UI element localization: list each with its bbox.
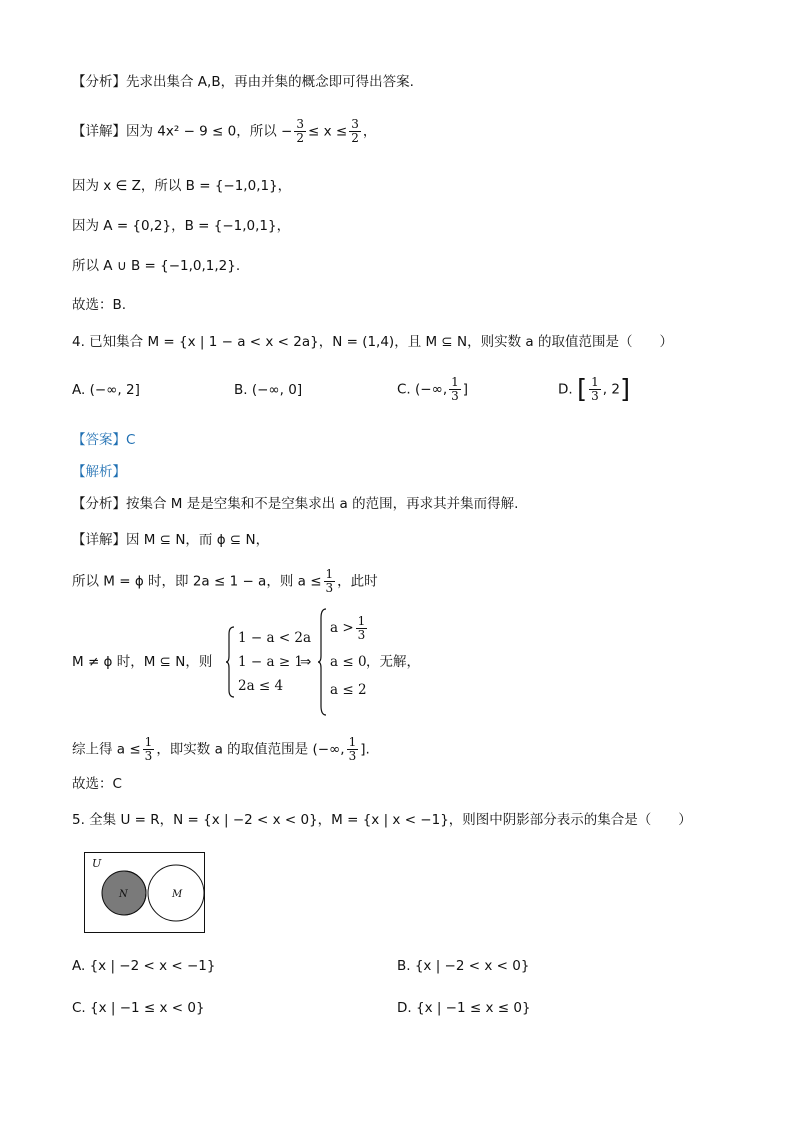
brace-icon [226,626,236,698]
q4-stem: 4. 已知集合 M = {x | 1 − a < x < 2a}，N = (1,4)，且 M ⊆ N，则实数 a 的取值范围是（ ） [72,334,673,350]
sys2-row: a ≤ 2 [330,682,367,698]
fraction-three-halves: $\frac{3}{2}$ [351,117,359,145]
fraction-one-third: $\frac{1}{3}$ [451,375,459,403]
sys2-row: a > $\frac{1}{3}$ [330,614,366,642]
q5-option-d: D. {x | −1 ≤ x ≤ 0} [397,1000,531,1016]
q4-summary: 综上得 a ≤ $\frac{1}{3}$ ，即实数 a 的取值范围是 (−∞, $\frac{1}{3}$ ]. [72,735,370,763]
q4-detail-3-tail: ，无解， [366,654,420,670]
q4-detail-1: 【详解】因 M ⊆ N，而 ϕ ⊆ N， [72,532,270,548]
q3-detail-3: 因为 A = {0,2}，B = {−1,0,1}， [72,218,291,234]
implies-arrow: ⇒ [300,654,312,670]
q4-analysis: 【分析】按集合 M 是是空集和不是空集求出 a 的范围，再求其并集而得解. [72,496,519,512]
q5-option-b: B. {x | −2 < x < 0} [397,958,530,974]
fraction-one-third: $\frac{1}{3}$ [591,375,599,403]
sys1-row: 1 − a ≥ 1 [238,654,304,670]
venn-label-m: M [172,889,183,900]
q5-stem: 5. 全集 U = R，N = {x | −2 < x < 0}，M = {x | x < −1}，则图中阴影部分表示的集合是（ ） [72,812,692,828]
q4-answer: 【答案】C [72,432,136,448]
venn-label-u: U [92,857,102,870]
q3-choice: 故选：B. [72,297,127,313]
q4-choice: 故选：C [72,776,122,792]
q4-detail-3-lead: M ≠ ϕ 时，M ⊆ N，则 [72,654,213,670]
q4-option-a: A. (−∞, 2] [72,382,140,398]
q4-option-d: D. [ $\frac{1}{3}$ , 2] [558,374,631,405]
venn-diagram [84,852,206,934]
fraction-one-third: $\frac{1}{3}$ [325,567,334,595]
q4-option-c: C. (−∞, $\frac{1}{3}$ ] [397,375,469,403]
sys1-row: 1 − a < 2a [238,630,312,646]
fraction-one-third: $\frac{1}{3}$ [357,614,366,642]
q3-detail-2: 因为 x ∈ Z，所以 B = {−1,0,1}， [72,178,292,194]
q4-detail-2: 所以 M = ϕ 时，即 2a ≤ 1 − a，则 a ≤ $\frac{1}{3}$ ，此时 [72,567,378,595]
q4-jiexi-heading: 【解析】 [72,464,126,480]
q5-option-c: C. {x | −1 ≤ x < 0} [72,1000,205,1016]
q3-analysis: 【分析】先求出集合 A,B，再由并集的概念即可得出答案. [72,74,414,90]
q4-option-b: B. (−∞, 0] [234,382,303,398]
brace-icon [318,608,328,716]
sys2-row: a ≤ 0 [330,654,367,670]
sys1-row: 2a ≤ 4 [238,678,284,694]
q3-detail-4: 所以 A ∪ B = {−1,0,1,2}. [72,258,241,274]
fraction-one-third: $\frac{1}{3}$ [144,735,153,763]
fraction-one-third: $\frac{1}{3}$ [348,735,357,763]
venn-label-n: N [119,889,128,900]
q5-option-a: A. {x | −2 < x < −1} [72,958,216,974]
q3-detail-1: 【详解】因为 4x² − 9 ≤ 0，所以 − $\frac{3}{2}$ ≤ x ≤ $\frac{3}{2}$ ， [72,117,377,145]
fraction-three-halves: $\frac{3}{2}$ [296,117,304,145]
